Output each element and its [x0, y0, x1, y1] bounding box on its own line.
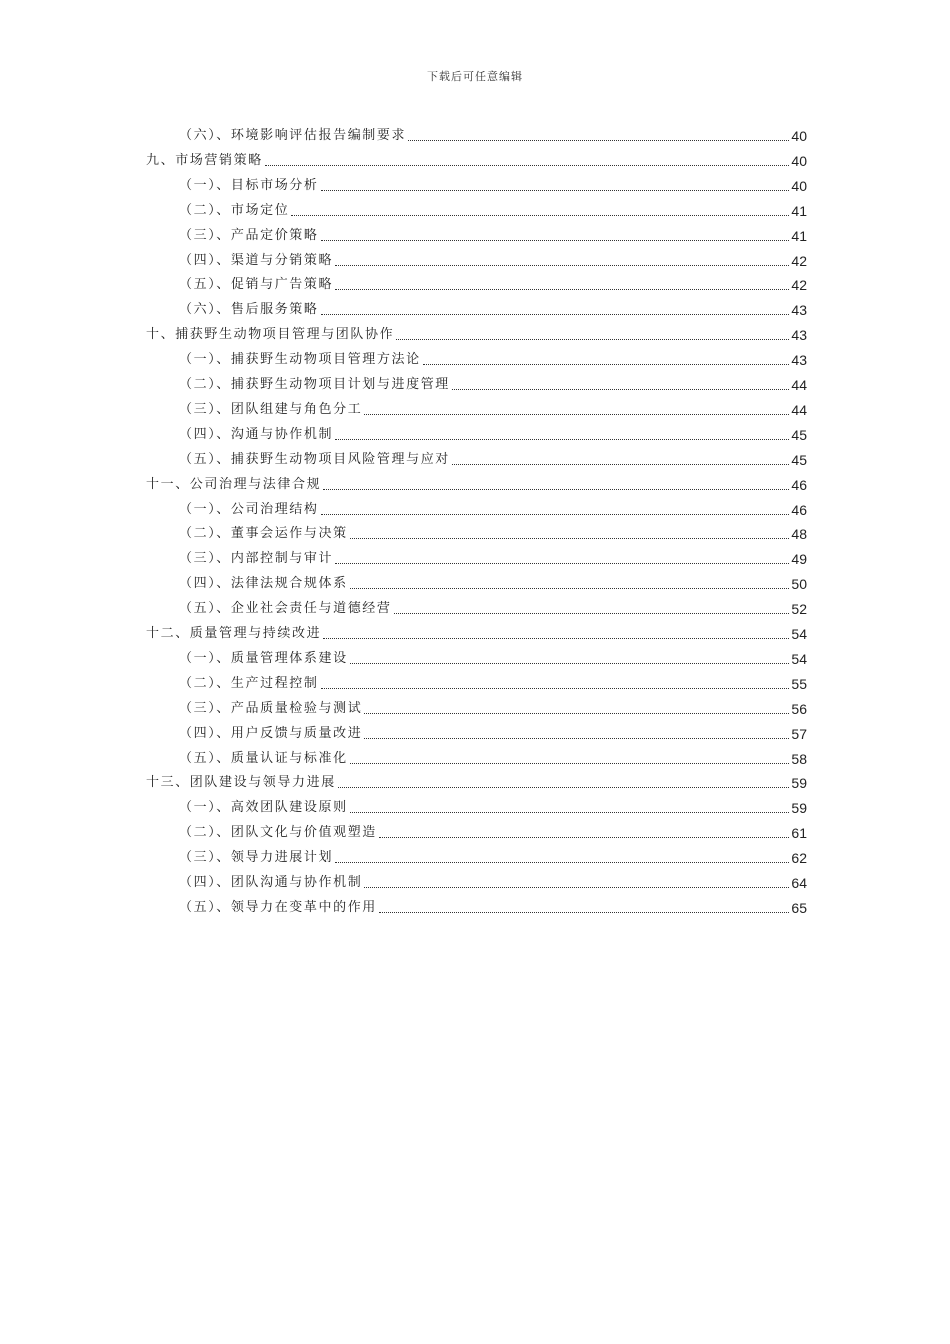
toc-entry-title: （三）、产品定价策略: [179, 227, 319, 243]
dot-leader: [321, 190, 790, 191]
toc-entry[interactable]: [179, 226, 807, 246]
dot-leader: [335, 265, 789, 266]
toc-entry[interactable]: [179, 251, 807, 271]
toc-entry[interactable]: [179, 798, 807, 818]
toc-entry[interactable]: [179, 425, 807, 445]
toc-entry-page-number: 57: [791, 725, 807, 742]
dot-leader: [338, 787, 790, 788]
toc-entry-title: （五）、捕获野生动物项目风险管理与应对: [179, 451, 450, 467]
toc-entry-title: （二）、生产过程控制: [179, 675, 319, 691]
toc-entry-title: （一）、质量管理体系建设: [179, 650, 348, 666]
toc-entry-title: （六）、售后服务策略: [179, 302, 319, 318]
toc-entry[interactable]: [146, 475, 807, 495]
dot-leader: [321, 314, 790, 315]
toc-entry[interactable]: [179, 450, 807, 470]
toc-entry-title: 九、市场营销策略: [146, 152, 263, 168]
toc-entry[interactable]: [179, 574, 807, 594]
dot-leader: [265, 165, 790, 166]
toc-entry-title: （三）、内部控制与审计: [179, 551, 334, 567]
toc-entry[interactable]: [179, 549, 807, 569]
toc-entry-page-number: 46: [791, 476, 807, 493]
toc-entry-page-number: 42: [791, 277, 807, 294]
toc-entry[interactable]: [179, 500, 807, 520]
toc-entry-page-number: 46: [791, 501, 807, 518]
toc-entry-title: （三）、团队组建与角色分工: [179, 401, 363, 417]
toc-entry-page-number: 40: [791, 177, 807, 194]
dot-leader: [321, 514, 790, 515]
toc-entry-page-number: 41: [791, 202, 807, 219]
toc-entry-title: （五）、领导力在变革中的作用: [179, 899, 377, 915]
toc-entry-title: （一）、高效团队建设原则: [179, 800, 348, 816]
toc-entry-title: （四）、渠道与分销策略: [179, 252, 334, 268]
toc-entry[interactable]: [179, 873, 807, 893]
toc-entry[interactable]: [179, 699, 807, 719]
dot-leader: [350, 763, 790, 764]
toc-entry-page-number: 54: [791, 650, 807, 667]
toc-entry-page-number: 48: [791, 526, 807, 543]
toc-entry-title: （二）、董事会运作与决策: [179, 526, 348, 542]
toc-entry[interactable]: [179, 275, 807, 295]
toc-entry-page-number: 62: [791, 850, 807, 867]
dot-leader: [323, 638, 789, 639]
toc-entry-page-number: 58: [791, 750, 807, 767]
dot-leader: [364, 738, 789, 739]
dot-leader: [364, 887, 789, 888]
toc-entry[interactable]: [179, 176, 807, 196]
toc-entry-page-number: 40: [791, 152, 807, 169]
toc-entry-page-number: 45: [791, 451, 807, 468]
toc-entry-page-number: 56: [791, 700, 807, 717]
toc-entry-title: （一）、捕获野生动物项目管理方法论: [179, 352, 421, 368]
toc-entry-page-number: 45: [791, 426, 807, 443]
toc-entry[interactable]: [179, 524, 807, 544]
toc-entry-page-number: 43: [791, 327, 807, 344]
dot-leader: [350, 588, 790, 589]
toc-entry-title: 十、捕获野生动物项目管理与团队协作: [146, 327, 395, 343]
toc-entry-title: 十一、公司治理与法律合规: [146, 476, 322, 492]
toc-entry[interactable]: [179, 724, 807, 744]
toc-entry[interactable]: [179, 375, 807, 395]
toc-entry-title: （一）、公司治理结构: [179, 501, 319, 517]
toc-entry-page-number: 64: [791, 875, 807, 891]
dot-leader: [350, 538, 790, 539]
dot-leader: [364, 713, 789, 714]
toc-entry[interactable]: [179, 126, 807, 146]
toc-entry[interactable]: [179, 898, 807, 918]
dot-leader: [291, 215, 789, 216]
dot-leader: [379, 837, 790, 838]
toc-entry[interactable]: [179, 749, 807, 769]
toc-entry[interactable]: [179, 848, 807, 868]
toc-entry-title: （六）、环境影响评估报告编制要求: [179, 128, 407, 143]
toc-entry-page-number: 42: [791, 252, 807, 269]
toc-entry[interactable]: [179, 400, 807, 420]
toc-entry-page-number: 54: [791, 626, 807, 642]
toc-entry-page-number: 59: [791, 775, 807, 792]
toc-entry-page-number: 50: [791, 576, 807, 593]
toc-entry-title: 十二、质量管理与持续改进: [146, 626, 322, 641]
toc-entry-title: （四）、沟通与协作机制: [179, 426, 334, 442]
toc-entry-title: （三）、产品质量检验与测试: [179, 700, 363, 716]
toc-entry-page-number: 49: [791, 551, 807, 568]
toc-entry-page-number: 43: [791, 352, 807, 369]
dot-leader: [321, 688, 790, 689]
toc-entry[interactable]: [179, 599, 807, 619]
toc-entry-title: 十三、团队建设与领导力进展: [146, 775, 336, 791]
dot-leader: [335, 439, 789, 440]
toc-entry-title: （二）、团队文化与价值观塑造: [179, 825, 377, 841]
dot-leader: [396, 339, 789, 340]
toc-entry-title: （二）、市场定位: [179, 202, 290, 218]
toc-entry-page-number: 65: [791, 899, 807, 916]
toc-entry-title: （四）、用户反馈与质量改进: [179, 725, 363, 741]
dot-leader: [364, 414, 789, 415]
dot-leader: [335, 862, 789, 863]
toc-entry-title: （四）、法律法规合规体系: [179, 576, 348, 592]
page-header: 下载后可任意编辑: [427, 70, 523, 83]
toc-entry-page-number: 52: [791, 601, 807, 618]
toc-entry-page-number: 44: [791, 401, 807, 418]
toc-entry-page-number: 44: [791, 377, 807, 393]
toc-entry-title: （五）、促销与广告策略: [179, 277, 334, 293]
toc-entry-page-number: 43: [791, 302, 807, 319]
dot-leader: [335, 563, 789, 564]
dot-leader: [350, 663, 790, 664]
dot-leader: [452, 464, 790, 465]
dot-leader: [452, 389, 790, 390]
toc-entry[interactable]: [179, 649, 807, 669]
toc-entry-title: （一）、目标市场分析: [179, 177, 319, 193]
toc-entry[interactable]: [179, 674, 807, 694]
dot-leader: [323, 489, 789, 490]
toc-entry[interactable]: [179, 823, 807, 843]
toc-entry[interactable]: [179, 350, 807, 370]
dot-leader: [321, 240, 790, 241]
toc-entry-title: （五）、企业社会责任与道德经营: [179, 601, 392, 617]
toc-entry[interactable]: [146, 624, 807, 644]
dot-leader: [394, 613, 790, 614]
toc-entry[interactable]: [179, 201, 807, 221]
toc-entry[interactable]: [179, 300, 807, 320]
dot-leader: [379, 912, 790, 913]
toc-entry-page-number: 59: [791, 800, 807, 817]
toc-entry-title: （五）、质量认证与标准化: [179, 750, 348, 766]
dot-leader: [408, 140, 789, 141]
toc-entry[interactable]: [146, 151, 807, 171]
dot-leader: [335, 289, 789, 290]
dot-leader: [350, 812, 790, 813]
dot-leader: [423, 364, 790, 365]
toc-entry-page-number: 61: [791, 825, 807, 842]
toc-entry[interactable]: [146, 325, 807, 345]
toc-entry-title: （二）、捕获野生动物项目计划与进度管理: [179, 377, 450, 392]
toc-entry-page-number: 41: [791, 227, 807, 244]
toc-entry-title: （三）、领导力进展计划: [179, 850, 334, 866]
toc-entry-title: （四）、团队沟通与协作机制: [179, 875, 363, 890]
toc-entry-page-number: 55: [791, 675, 807, 692]
toc-entry[interactable]: [146, 773, 807, 793]
toc-entry-page-number: 40: [791, 128, 807, 144]
